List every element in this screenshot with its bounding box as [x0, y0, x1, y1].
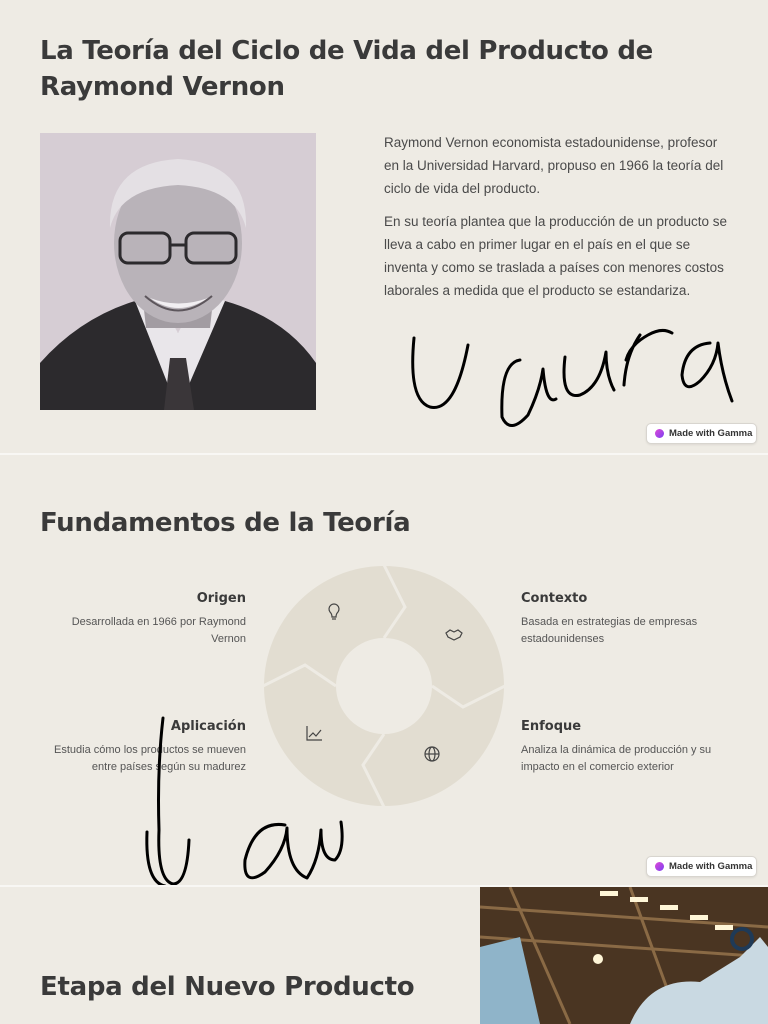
- gamma-logo-icon: [655, 429, 664, 438]
- item-desc: Desarrollada en 1966 por Raymond Vernon: [71, 616, 246, 645]
- slide-intro: [0, 0, 768, 453]
- item-desc: Basada en estrategias de empresas estadounidenses: [521, 616, 698, 645]
- handwritten-scribble: [400, 305, 753, 440]
- item-title: Aplicación: [170, 719, 246, 734]
- handwritten-scribble: [135, 710, 355, 890]
- badge-label: Made with Gamma: [669, 428, 753, 439]
- item-title: Contexto: [521, 591, 588, 606]
- factory-photo: [480, 887, 768, 1024]
- item-desc: Analiza la dinámica de producción y su impacto en el comercio exterior: [521, 744, 712, 773]
- item-enfoque: [521, 719, 721, 776]
- item-title: Origen: [196, 591, 246, 606]
- portrait-photo: [40, 133, 316, 410]
- slide-title: Fundamentos de la Teoría: [40, 508, 411, 538]
- gamma-logo-icon: [655, 862, 664, 871]
- item-contexto: [521, 591, 721, 648]
- made-with-gamma-badge[interactable]: [646, 423, 757, 444]
- intro-text: [384, 131, 734, 312]
- badge-label: Made with Gamma: [669, 861, 753, 872]
- intro-paragraph-1: Raymond Vernon economista estadounidense, profesor en la Universidad Harvard, propuso en 1966 la teoría del ciclo de vida del producto.: [384, 135, 724, 196]
- item-origen: [46, 591, 246, 648]
- slide-title: Etapa del Nuevo Producto: [40, 972, 415, 1002]
- intro-paragraph-2: En su teoría plantea que la producción de un producto se lleva a cabo en primer lugar en el país en el que se inventa y como se traslada a países con menores costos laborales a medida que el producto se estandariza.: [384, 214, 727, 298]
- slide-title: La Teoría del Ciclo de Vida del Producto de Raymond Vernon: [40, 36, 653, 102]
- made-with-gamma-badge[interactable]: [646, 856, 757, 877]
- item-title: Enfoque: [521, 719, 582, 734]
- slide-nuevo-producto: [0, 887, 768, 1024]
- slide-fundamentos: [0, 455, 768, 885]
- item-desc: Estudia cómo los productos se mueven entre países según su madurez: [54, 744, 246, 773]
